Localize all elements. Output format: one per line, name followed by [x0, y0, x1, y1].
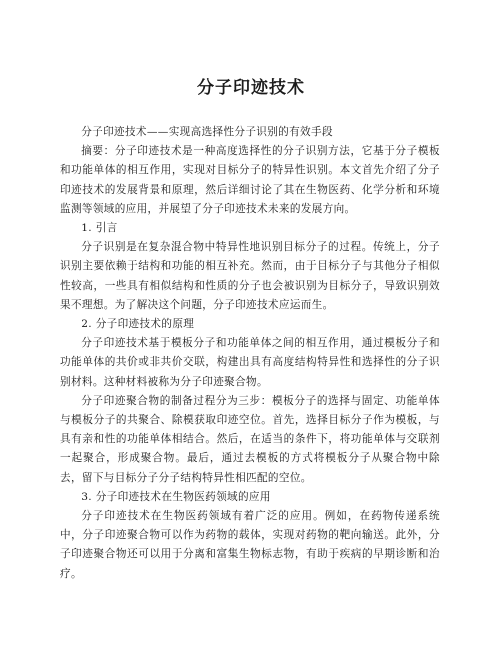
biomedicine-paragraph: 分子印迹技术在生物医药领域有着广泛的应用。例如，在药物传递系统中，分子印迹聚合物可以作为药物的载体，实现对药物的靶向输送。此外，分子印迹聚合物还可以用于分离和富集生物标志物，有助于疾病的早期诊断和治疗。	[60, 510, 440, 580]
subtitle-paragraph: 分子印迹技术——实现高选择性分子识别的有效手段	[81, 126, 333, 138]
principle-paragraph-1: 分子印迹技术基于模板分子和功能单体之间的相互作用，通过模板分子和功能单体的共价或非共价交联，构建出具有高度结构特异性和选择性的分子识别材料。这种材料被称为分子印迹聚合物。	[60, 337, 440, 388]
document-title: 分子印迹技术	[197, 78, 305, 98]
document-body	[60, 123, 440, 584]
introduction-paragraph: 分子识别是在复杂混合物中特异性地识别目标分子的过程。传统上，分子识别主要依赖于结构和功能的相互补充。然而，由于目标分子与其他分子相似性较高，一些具有相似结构和性质的分子也会被识别为目标分子，导致识别效果不理想。为了解决这个问题，分子印迹技术应运而生。	[60, 241, 440, 311]
principle-paragraph-2: 分子印迹聚合物的制备过程分为三步：模板分子的选择与固定、功能单体与模板分子的共聚合、除模获取印迹空位。首先，选择目标分子作为模板，与具有亲和性的功能单体相结合。然后，在适当的条件下，将功能单体与交联剂一起聚合，形成聚合物。最后，通过去模板的方式将模板分子从聚合物中除去，留下与目标分子分子结构特异性相匹配的空位。	[60, 394, 440, 484]
section-heading-principle: 2. 分子印迹技术的原理	[81, 318, 195, 331]
abstract-paragraph: 摘要：分子印迹技术是一种高度选择性的分子识别方法，它基于分子模板和功能单体的相互作用，实现对目标分子的特异性识别。本文首先介绍了分子印迹技术的发展背景和原理，然后详细讨论了其在生物医药、化学分析和环境监测等领域的应用，并展望了分子印迹技术未来的发展方向。	[60, 145, 440, 215]
section-heading-biomedicine: 3. 分子印迹技术在生物医药领域的应用	[81, 490, 271, 503]
section-heading-introduction: 1. 引言	[81, 222, 118, 235]
